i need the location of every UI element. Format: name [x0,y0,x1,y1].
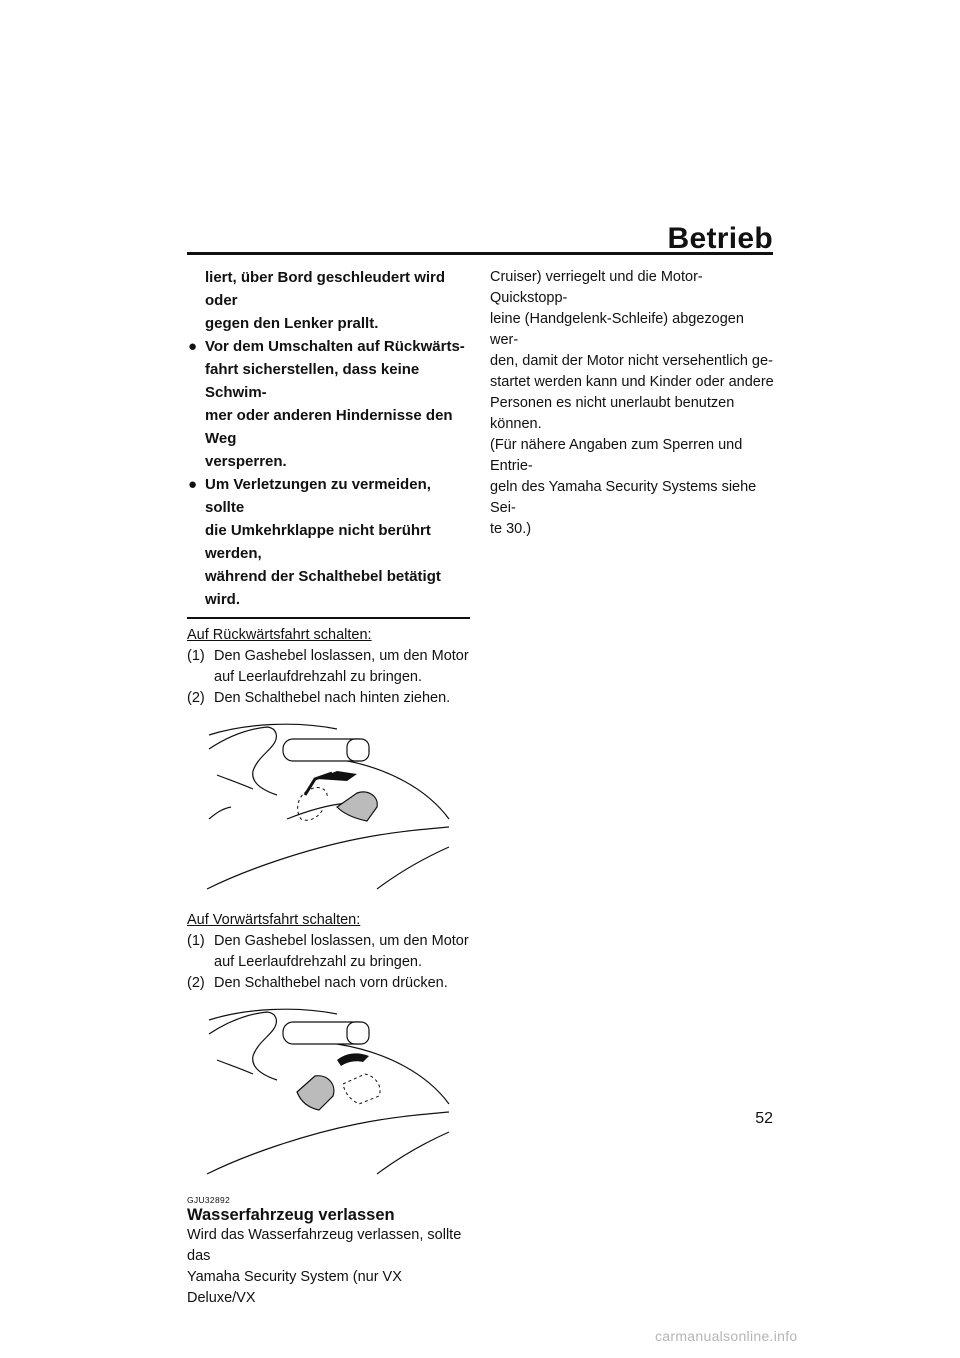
right-column [490,267,774,540]
forward-step-2 [187,973,470,994]
warning-bullet-1-line-3: mer oder anderen Hindernisse den Weg [205,407,453,447]
step-number: (2) [187,975,205,991]
leaving-cont-line-5: Personen es nicht unerlaubt benutzen können. [490,395,735,432]
warning-bullet-1 [187,335,470,473]
warning-end-rule [187,617,470,619]
bullet-icon: ● [188,476,198,493]
warning-bullet-2-line-1: Um Verletzungen zu vermeiden, sollte [205,476,431,516]
leaving-cont-line-4: startet werden kann und Kinder oder andere [490,374,774,390]
forward-step-1 [187,931,470,973]
leaving-text-line-1: Wird das Wasserfahrzeug verlassen, sollte das [187,1227,462,1264]
warning-bullet-1-line-1: Vor dem Umschalten auf Rückwärts- [205,338,465,355]
page-title: Betrieb [667,222,773,255]
warning-continuation-1: liert, über Bord geschleudert wird oder [205,269,446,309]
leaving-cont-line-2: leine (Handgelenk-Schleife) abgezogen wer- [490,311,744,348]
step-number: (1) [187,933,205,949]
step-number: (2) [187,690,205,706]
reverse-step-1 [187,646,470,688]
left-column [187,266,470,1309]
page-number: 52 [755,1110,773,1127]
warning-bullet-2 [187,473,470,611]
leaving-text-line-2: Yamaha Security System (nur VX Deluxe/VX [187,1269,402,1306]
forward-step-1-line-1: Den Gashebel loslassen, um den Motor [214,933,469,949]
leaving-cont-line-7: geln des Yamaha Security Systems siehe Sei- [490,479,757,516]
warning-continuation-2: gegen den Lenker prallt. [205,315,379,332]
leaving-cont-line-1: Cruiser) verriegelt und die Motor-Quickstopp- [490,269,703,306]
warning-bullet-2-line-3: während der Schalthebel betätigt wird. [205,568,441,608]
leaving-cont-line-8: te 30.) [490,521,532,537]
reverse-shift-illustration [187,719,470,899]
forward-step-1-line-2: auf Leerlaufdrehzahl zu bringen. [214,954,422,970]
bullet-icon: ● [188,338,198,355]
warning-bullet-1-line-4: versperren. [205,453,287,470]
reverse-heading: Auf Rückwärtsfahrt schalten: [187,627,372,643]
reverse-step-1-line-2: auf Leerlaufdrehzahl zu bringen. [214,669,422,685]
forward-heading: Auf Vorwärtsfahrt schalten: [187,912,361,928]
reverse-step-2 [187,688,470,709]
warning-bullet-1-line-2: fahrt sicherstellen, dass keine Schwim- [205,361,420,401]
section-heading: Wasserfahrzeug verlassen [187,1206,395,1224]
section-code: GJU32892 [187,1195,231,1205]
reverse-step-1-line-1: Den Gashebel loslassen, um den Motor [214,648,469,664]
reverse-step-2-line-1: Den Schalthebel nach hinten ziehen. [214,690,451,706]
watermark: carmanualsonline.info [655,1328,798,1344]
header-rule [187,252,773,255]
step-number: (1) [187,648,205,664]
forward-step-2-line-1: Den Schalthebel nach vorn drücken. [214,975,448,991]
forward-shift-illustration [187,1004,470,1184]
leaving-cont-line-6: (Für nähere Angaben zum Sperren und Entrie- [490,437,743,474]
warning-bullet-2-line-2: die Umkehrklappe nicht berührt werden, [205,522,431,562]
leaving-cont-line-3: den, damit der Motor nicht versehentlich ge- [490,353,773,369]
